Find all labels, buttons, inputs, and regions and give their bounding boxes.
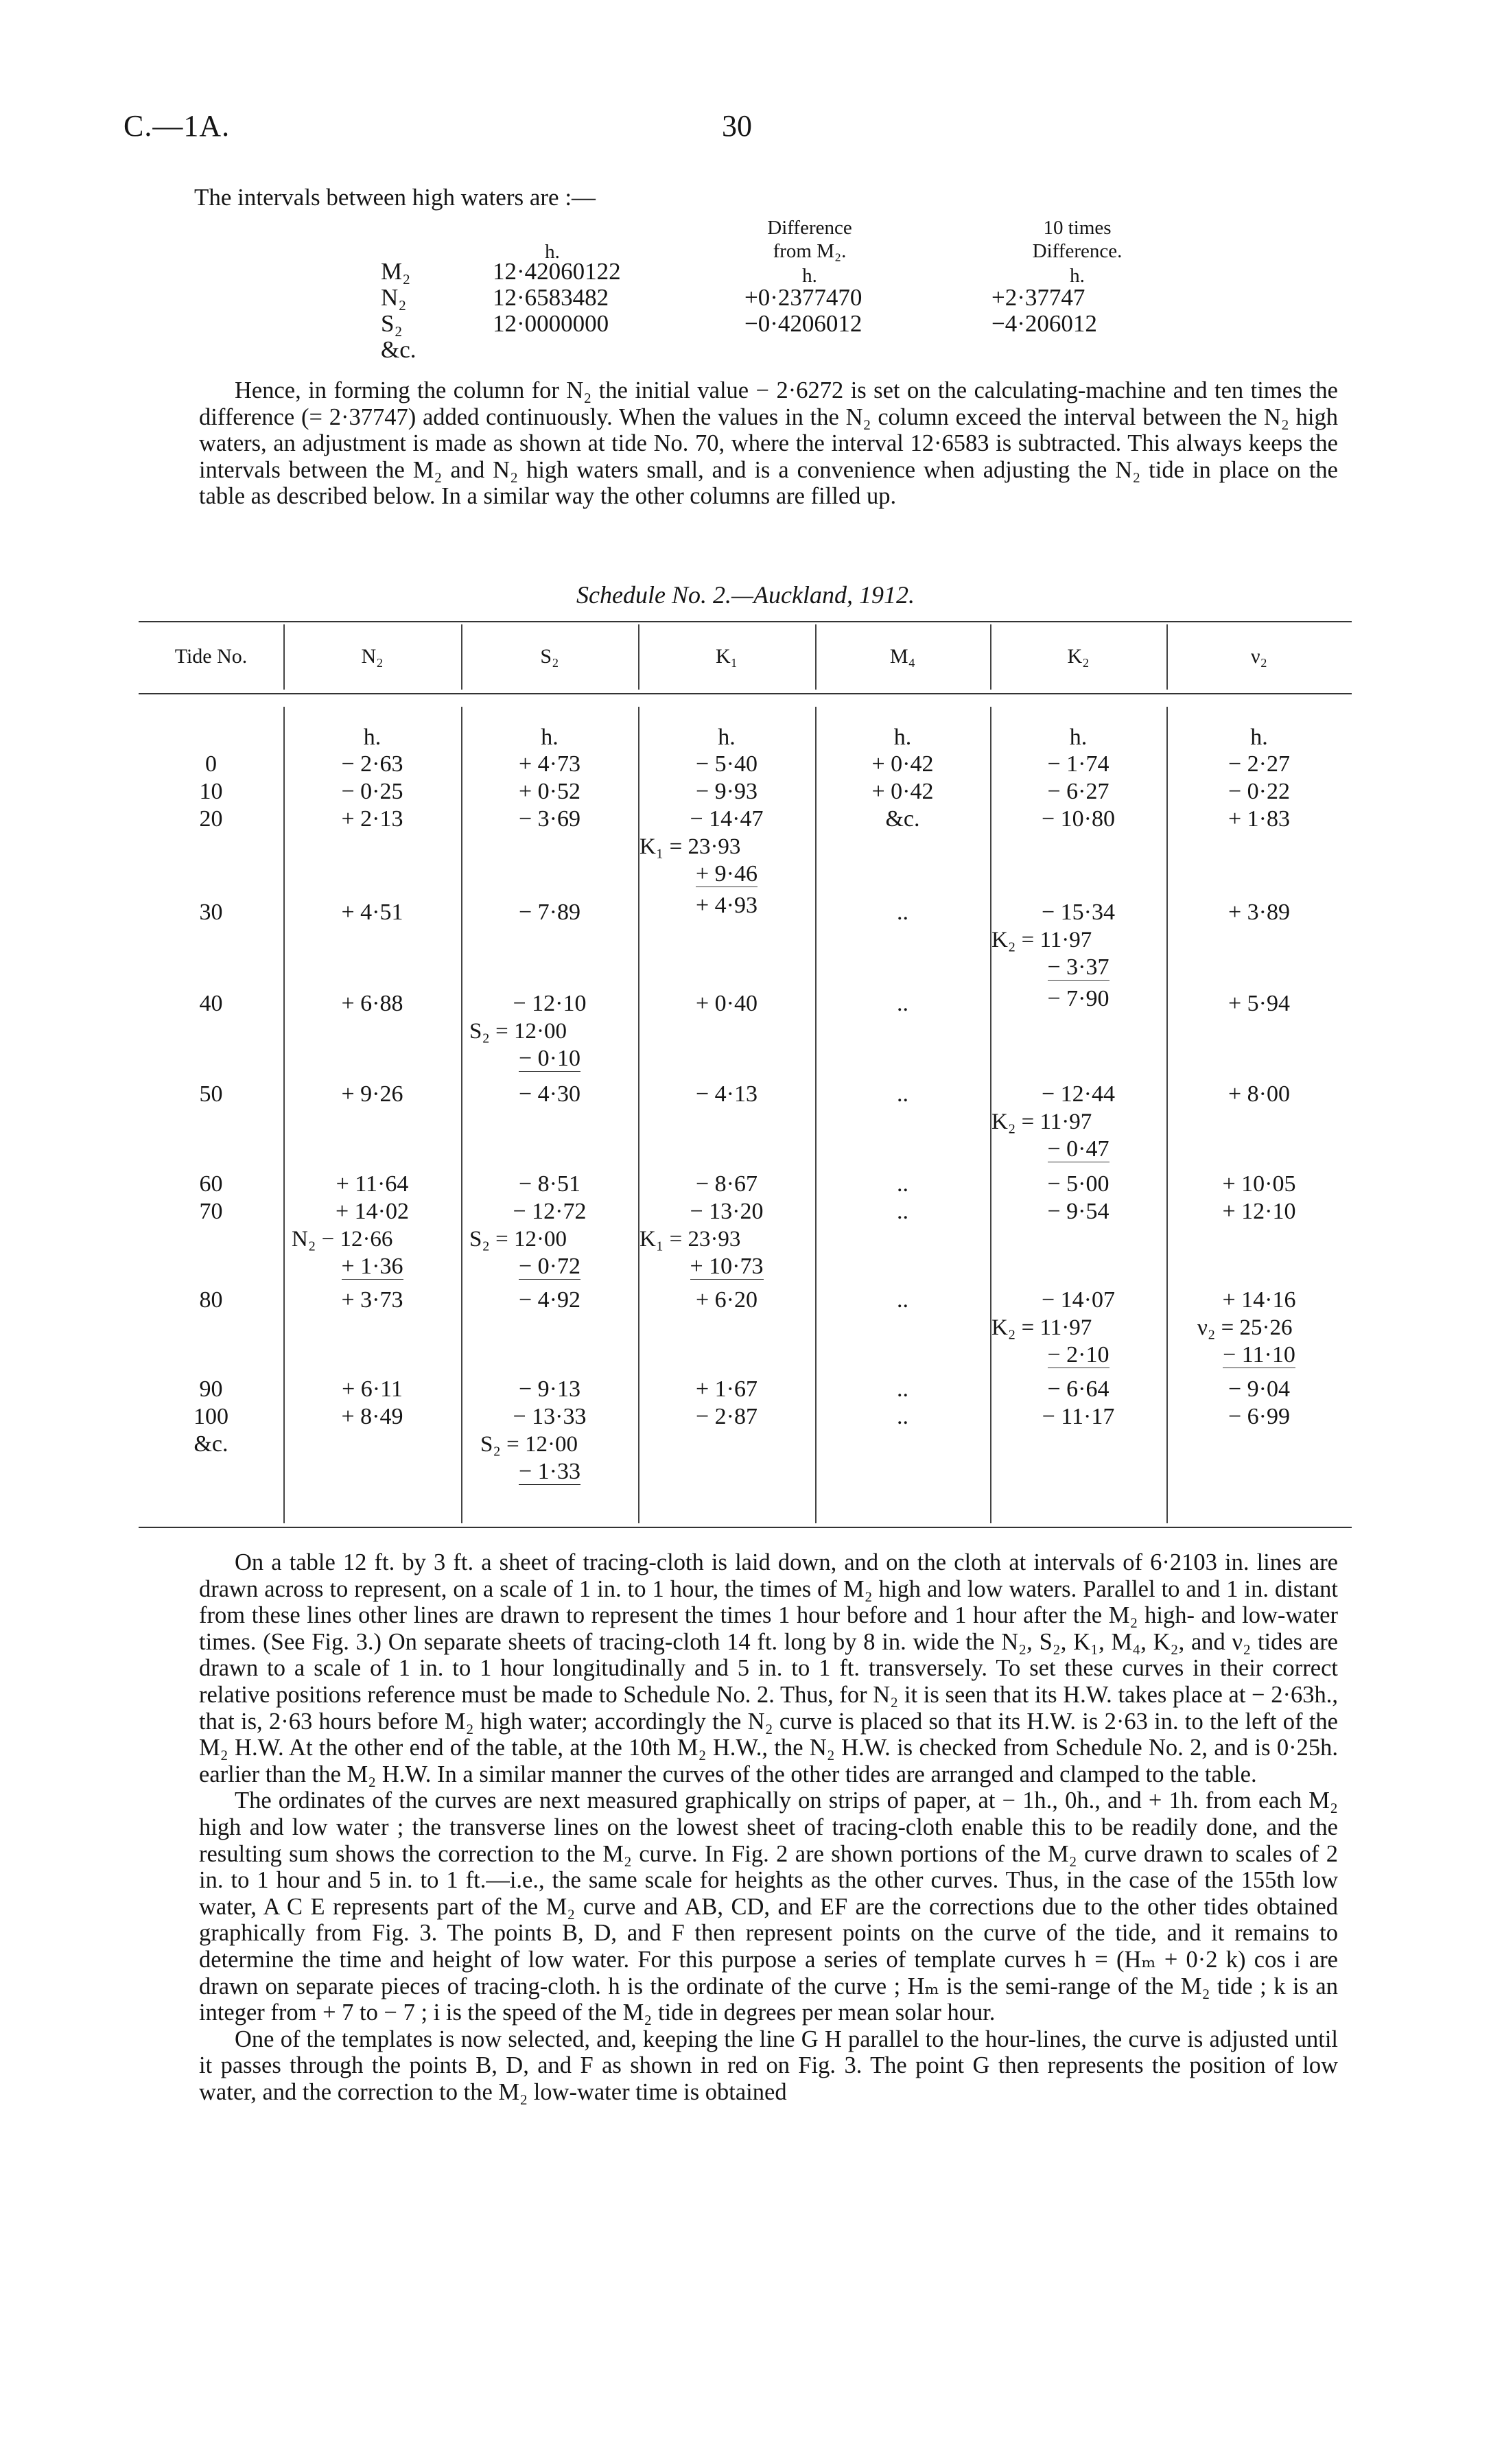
k2-value: − 10·80: [1042, 806, 1115, 832]
k1-adjusted-value: + 9·46: [696, 861, 758, 887]
k2-value: − 9·54: [1047, 1199, 1110, 1224]
interval-value: 12·0000000: [493, 310, 609, 337]
diff-unit: h.: [802, 265, 817, 287]
document-reference: C.—1A.: [124, 109, 231, 143]
k1-adjustment: K₁ = 23·93: [639, 834, 741, 859]
paragraph-tracing-cloth: On a table 12 ft. by 3 ft. a sheet of tracing-cloth is laid down, and on the cloth at intervals of 6·2103 in. lines are drawn across to represent, on a scale of 1 in. to 1 hour, the times of M₂ high and low waters. Parallel to and 1 in. distant from these lines other lines are drawn to represent the times 1 hour before and 1 hour after the M₂ high- and low-water times. (See Fig. 3.) On separate sheets of tracing-cloth 14 ft. long by 8 in. wide the N₂, S₂, K₁, M₄, K₂, and ν₂ tides are drawn to a scale of 1 in. to 1 hour longitudinally and 5 in. to 1 ft. transversely. To set these curves in their correct relative positions reference must be made to Schedule No. 2. Thus, for N₂ it is seen that its H.W. takes place at − 2·63h., that is, 2·63 hours before M₂ high water; accordingly the N₂ curve is placed so that its H.W. is 2·63 in. to the left of the M₂ H.W. At the other end of the table, at the 10th M₂ H.W., the N₂ H.W. is checked from Schedule No. 2, and is 0·25h. earlier than the M₂ H.W. In a similar manner the curves of the other tides are arranged and clamped to the table.: [199, 1549, 1338, 1787]
s2-value: − 12·72: [513, 1199, 587, 1224]
interval-tide: S₂: [381, 310, 403, 337]
n2-value: + 2·13: [341, 806, 403, 832]
k2-value: − 6·64: [1047, 1376, 1110, 1402]
tide-no: 70: [199, 1199, 223, 1224]
k2-value: − 1·74: [1047, 751, 1110, 777]
n2-value: + 14·02: [336, 1199, 409, 1224]
m4-value: + 0·42: [871, 779, 934, 804]
k2-value: [990, 954, 1166, 981]
k2-adjusted-value: − 0·47: [1047, 1136, 1110, 1162]
s2-value: + 4·73: [519, 751, 580, 777]
m4-value: ..: [897, 1081, 908, 1107]
interval-tide: &c.: [381, 336, 416, 363]
k2-value: − 14·07: [1042, 1287, 1115, 1313]
n2-value: + 11·64: [336, 1171, 409, 1197]
m4-value: ..: [897, 1376, 908, 1402]
s2-value: − 9·13: [519, 1376, 580, 1402]
tide-no: 60: [199, 1171, 223, 1197]
s2-value: − 12·10: [513, 991, 587, 1016]
m4-value: ..: [897, 991, 908, 1016]
m4-value: ..: [897, 1199, 908, 1224]
k2-value: − 6·27: [1047, 779, 1110, 804]
body-text: [199, 1549, 1338, 2105]
s2-adjustment: S₂ = 12·00: [469, 1019, 567, 1044]
tide-no: 80: [199, 1287, 223, 1313]
k2-adjustment: K₂ = 11·97: [991, 928, 1092, 952]
tide-no: 100: [193, 1404, 228, 1429]
s2-adjustment: S₂ = 12·00: [480, 1432, 578, 1457]
nu2-value: + 8·00: [1228, 1081, 1290, 1107]
k2-value: − 7·90: [1047, 986, 1110, 1011]
interval-value: 12·42060122: [493, 258, 621, 285]
nu2-value: + 12·10: [1222, 1199, 1296, 1224]
page-number: 30: [722, 109, 752, 143]
k2-adjustment: K₂ = 11·97: [991, 1110, 1092, 1134]
m4-value: ..: [897, 1171, 908, 1197]
s2-adjusted-value: − 0·10: [519, 1046, 580, 1071]
k2-value: [990, 1341, 1166, 1369]
n2-adjusted-value: + 1·36: [341, 1254, 403, 1279]
ten-unit: h.: [1070, 265, 1085, 287]
nu2-value: + 10·05: [1222, 1171, 1296, 1197]
nu2-value: [1166, 1341, 1352, 1369]
m4-value: ..: [897, 1404, 908, 1429]
table-bottom-rule: [139, 1527, 1352, 1528]
tide-no: 30: [199, 900, 223, 925]
n2-value: + 6·88: [341, 991, 403, 1016]
paragraph-hence-text: Hence, in forming the column for N₂ the initial value − 2·6272 is set on the calculating-machine and ten times the difference (= 2·37747) added continuously. When the values in the N₂ column exceed the interval between the N₂ high waters, an adjustment is made as shown at tide No. 70, where the interval 12·6583 is subtracted. This always keeps the intervals between the M₂ and N₂ high waters small, and is a convenience when adjusting the N₂ tide in place on the table as described below. In a similar way the other columns are filled up.: [199, 377, 1338, 510]
n2-value: + 3·73: [341, 1287, 403, 1313]
nu2-value: − 9·04: [1228, 1376, 1290, 1402]
k1-value: − 13·20: [690, 1199, 764, 1224]
interval-diff: +0·2377470: [744, 284, 862, 311]
s2-value: [461, 1045, 638, 1072]
k1-adjustment: K₁ = 23·93: [639, 1227, 741, 1252]
tide-no: 10: [199, 779, 223, 804]
nu2-value: + 1·83: [1228, 806, 1290, 832]
k1-value: + 0·40: [696, 991, 758, 1016]
k1-value: − 9·93: [696, 779, 758, 804]
n2-value: + 4·51: [341, 900, 403, 925]
m4-value: ..: [897, 900, 908, 925]
tide-no: 40: [199, 991, 223, 1016]
s2-value: [461, 1253, 638, 1280]
schedule-title: Schedule No. 2.—Auckland, 1912.: [576, 581, 915, 609]
header-tide-no: Tide No.: [174, 645, 248, 668]
s2-value: − 3·69: [519, 806, 580, 832]
interval-value: 12·6583482: [493, 284, 609, 311]
paragraph-hence: [199, 377, 1338, 510]
intervals-intro: The intervals between high waters are :—: [194, 184, 596, 211]
unit-m4: h.: [893, 725, 912, 750]
n2-value: + 9·26: [341, 1081, 403, 1107]
k2-value: − 5·00: [1047, 1171, 1110, 1197]
table-header-rule: [139, 693, 1352, 694]
unit-k1: h.: [718, 725, 736, 750]
s2-adjusted-value: − 0·72: [519, 1254, 580, 1279]
n2-value: − 2·63: [341, 751, 403, 777]
tide-no: &c.: [193, 1431, 228, 1457]
nu2-value: − 0·22: [1228, 779, 1290, 804]
interval-ten: +2·37747: [991, 284, 1085, 311]
tide-no: 50: [199, 1081, 223, 1107]
k1-value: − 14·47: [690, 806, 764, 832]
interval-tide: N₂: [381, 284, 407, 311]
nu2-value: + 5·94: [1228, 991, 1290, 1016]
nu2-value: + 3·89: [1228, 900, 1290, 925]
m4-value: &c.: [885, 806, 920, 832]
nu2-value: − 6·99: [1228, 1404, 1290, 1429]
k1-value: − 2·87: [696, 1404, 758, 1429]
s2-value: − 13·33: [513, 1404, 587, 1429]
s2-value: − 8·51: [519, 1171, 580, 1197]
nu2-value: + 14·16: [1222, 1287, 1296, 1313]
k2-adjustment: K₂ = 11·97: [991, 1315, 1092, 1340]
s2-value: − 4·92: [519, 1287, 580, 1313]
unit-s2: h.: [541, 725, 559, 750]
tide-no: 0: [205, 751, 217, 777]
n2-adjustment: N₂ − 12·66: [292, 1227, 393, 1252]
s2-value: + 0·52: [519, 779, 580, 804]
header-k2: K₂: [1067, 645, 1090, 668]
diff-title-line-2: from M₂.: [773, 240, 847, 262]
paragraph-templates: One of the templates is now selected, and, keeping the line G H parallel to the hour-lines, the curve is adjusted until it passes through the points B, D, and F as shown in red on Fig. 3. The point G then represents the position of low water, and the correction to the M₂ low-water time is obtained: [199, 2026, 1338, 2105]
k2-adjusted-value: − 2·10: [1047, 1342, 1110, 1368]
k1-value: − 8·67: [696, 1171, 758, 1197]
s2-adjustment: S₂ = 12·00: [469, 1227, 567, 1252]
tide-no: 90: [199, 1376, 223, 1402]
value-unit: h.: [545, 241, 560, 263]
diff-title-line-1: Difference: [767, 217, 852, 239]
s2-value: − 7·89: [519, 900, 580, 925]
header-n2: N₂: [361, 645, 384, 668]
k1-value: [638, 860, 815, 888]
interval-tide: M₂: [381, 258, 411, 285]
k2-adjusted-value: − 3·37: [1047, 954, 1110, 980]
k1-value: + 6·20: [696, 1287, 758, 1313]
s2-value: − 4·30: [519, 1081, 580, 1107]
ten-column-title: [988, 216, 1166, 263]
n2-value: − 0·25: [341, 779, 403, 804]
k1-adjusted-value: + 10·73: [690, 1254, 764, 1279]
unit-k2: h.: [1069, 725, 1088, 750]
k2-value: − 12·44: [1042, 1081, 1115, 1107]
table-top-rule: [139, 621, 1352, 622]
m4-value: ..: [897, 1287, 908, 1313]
n2-value: [283, 1253, 461, 1280]
interval-diff: −0·4206012: [744, 310, 862, 337]
ten-title-line-1: 10 times: [1043, 217, 1112, 239]
paragraph-ordinates: The ordinates of the curves are next measured graphically on strips of paper, at − 1h., 0h., and + 1h. from each M₂ high and low water ; the transverse lines on the lowest sheet of tracing-cloth enable this to be readily done, and the resulting sum shows the correction to the M₂ curve. In Fig. 2 are shown portions of the M₂ curve drawn to scales of 2 in. to 1 hour and 5 in. to 1 ft.—i.e., the same scale for heights as the other curves. Thus, in the case of the 155th low water, A C E represents part of the M₂ curve and AB, CD, and EF are the corrections due to the other tides obtained graphically from Fig. 3. The points B, D, and F then represent points on the curve of the tide, and it remains to determine the time and height of low water. For this purpose a series of template curves h = (Hₘ + 0·2 k) cos i are drawn on separate pieces of tracing-cloth. h is the ordinate of the curve ; Hₘ is the semi-range of the M₂ tide ; k is an integer from + 7 to − 7 ; i is the speed of the M₂ tide in degrees per mean solar hour.: [199, 1787, 1338, 2026]
header-s2: S₂: [540, 645, 559, 668]
k1-value: − 5·40: [696, 751, 758, 777]
nu2-value: − 2·27: [1228, 751, 1290, 777]
k1-value: + 4·93: [696, 893, 758, 918]
tide-no: 20: [199, 806, 223, 832]
s2-adjusted-value: − 1·33: [519, 1459, 580, 1484]
k2-value: − 11·17: [1042, 1404, 1115, 1429]
header-k1: K₁: [715, 645, 738, 668]
diff-column-title: [720, 216, 899, 263]
ten-title-line-2: Difference.: [1032, 240, 1123, 262]
header-nu2: ν₂: [1250, 645, 1268, 668]
header-m4: M₄: [889, 645, 916, 668]
n2-value: + 6·11: [342, 1376, 403, 1402]
m4-value: + 0·42: [871, 751, 934, 777]
n2-value: + 8·49: [341, 1404, 403, 1429]
nu2-adjustment: ν₂ = 25·26: [1197, 1315, 1293, 1340]
interval-ten: −4·206012: [991, 310, 1097, 337]
unit-nu2: h.: [1250, 725, 1268, 750]
k1-value: − 4·13: [696, 1081, 758, 1107]
k2-value: − 15·34: [1042, 900, 1115, 925]
s2-value: [461, 1458, 638, 1486]
k2-value: [990, 1136, 1166, 1163]
unit-n2: h.: [363, 725, 381, 750]
k1-value: [638, 1253, 815, 1280]
k1-value: + 1·67: [696, 1376, 758, 1402]
nu2-adjusted-value: − 11·10: [1223, 1342, 1295, 1368]
